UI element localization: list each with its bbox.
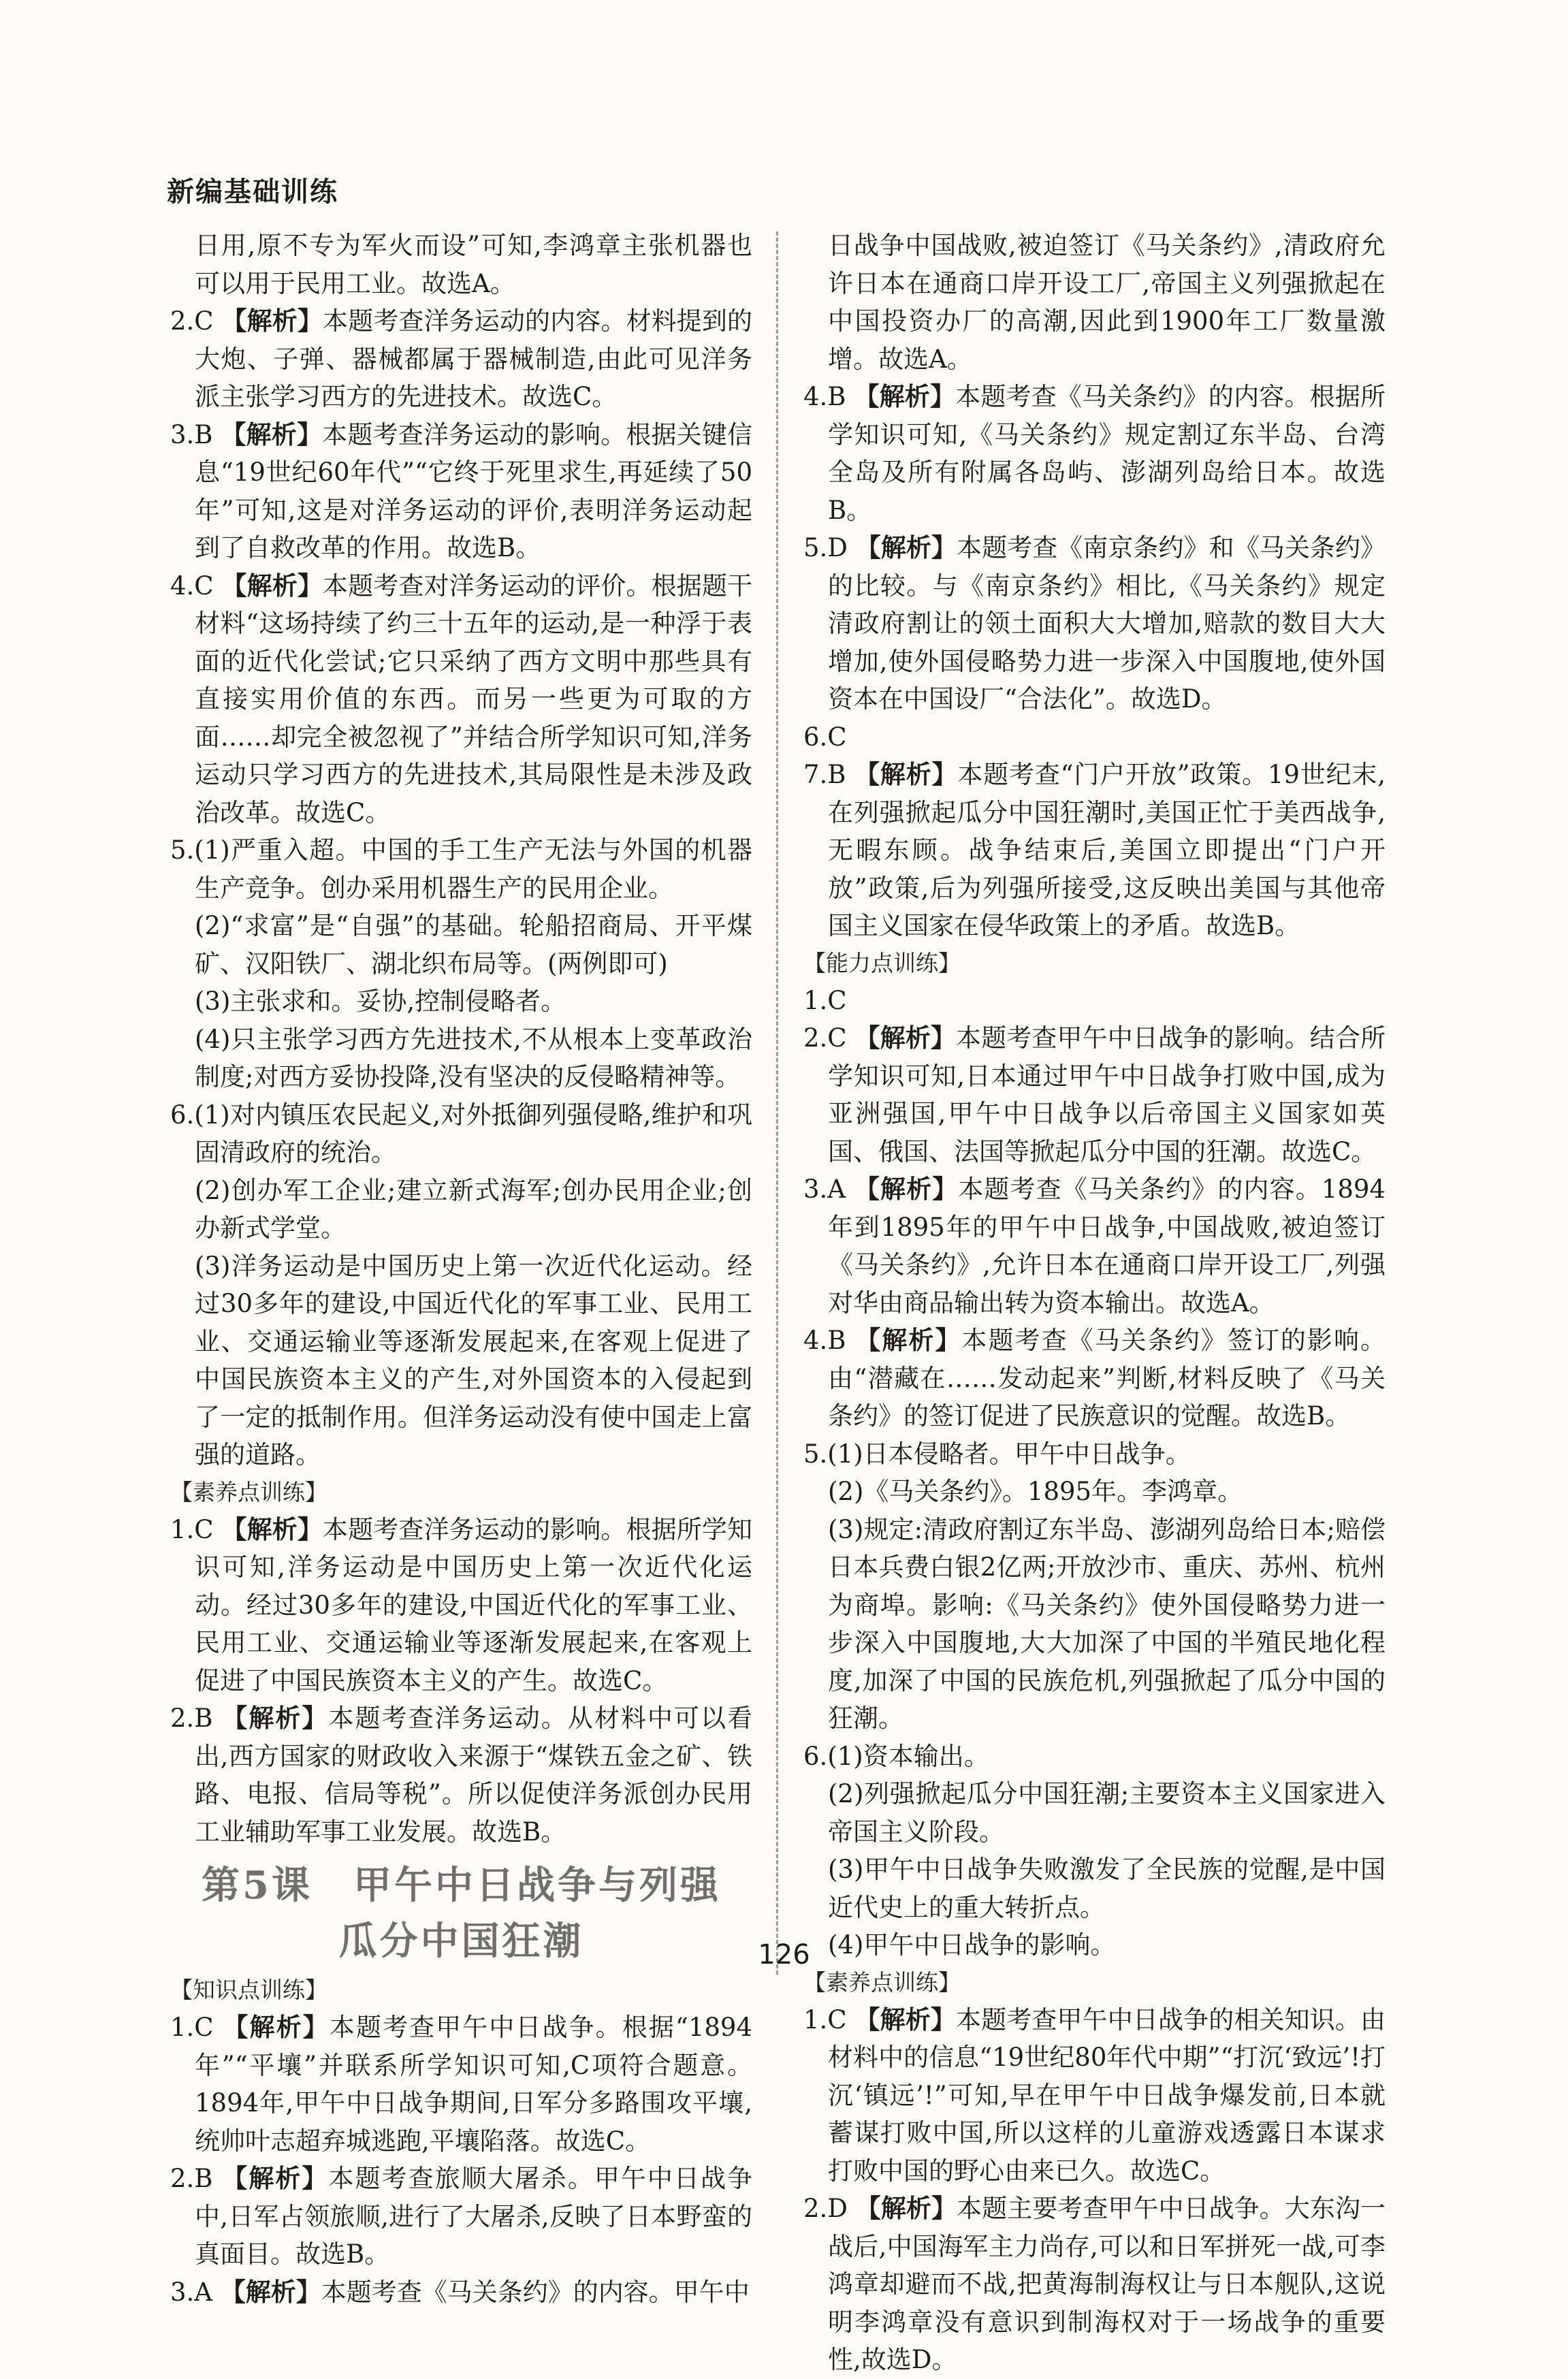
answer-number: 7.B: [803, 760, 855, 789]
answer-item: [803, 529, 1386, 718]
answer-number: 3.A: [170, 2277, 221, 2307]
answer-subitem: (2)创办军工企业;建立新式海军;创办民用企业;创办新式学堂。: [195, 1175, 752, 1243]
left-column: [170, 227, 752, 2311]
analysis-tag: 【解析】: [221, 306, 323, 336]
answer-item: [803, 378, 1386, 529]
analysis-tag: 【解析】: [855, 532, 957, 562]
answer-subitem: (4)只主张学习西方先进技术,不从根本上变革政治制度;对西方妥协投降,没有坚决的反侵略精神等。: [195, 1024, 752, 1091]
answer-number: 2.D: [803, 2194, 856, 2223]
answer-text: 本题考查《马关条约》的内容。根据所学知识可知,《马关条约》规定割辽东半岛、台湾全岛及所有附属各岛屿、澎湖列岛给日本。故选B。: [828, 382, 1386, 525]
answer-subitem: (2)《马关条约》。1895年。李鸿章。: [828, 1477, 1243, 1506]
section-heading: 【素养点训练】: [803, 1968, 961, 1996]
answer-number: 2.B: [170, 2164, 223, 2193]
page-number: 126: [758, 1939, 810, 1970]
answer-subitem: (3)甲午中日战争失败激发了全民族的觉醒,是中国近代史上的重大转折点。: [828, 1855, 1386, 1922]
answer-item: [170, 2160, 752, 2273]
answer-subitem: (3)洋务运动是中国历史上第一次近代化运动。经过30多年的建设,中国近代化的军事工业、民用工业、交通运输业等逐渐发展起来,在客观上促进了中国民族资本主义的产生,对外国资本的入侵起到了一定的抵制作用。但洋务运动没有使中国走上富强的道路。: [195, 1251, 752, 1469]
answer-text: 本题考查甲午中日战争的影响。结合所学知识可知,日本通过甲午中日战争打败中国,成为亚洲强国,甲午中日战争以后帝国主义国家如英国、俄国、法国等掀起瓜分中国的狂潮。故选C。: [828, 1023, 1386, 1166]
analysis-tag: 【解析】: [220, 2276, 321, 2307]
answer-continuation: 日战争中国战败,被迫签订《马关条约》,清政府允许日本在通商口岸开设工厂,帝国主义列强掀起在中国投资办厂的高潮,因此到1900年工厂数量激增。故选A。: [828, 231, 1386, 374]
answer-text: 本题考查《南京条约》和《马关条约》的比较。与《南京条约》相比,《马关条约》规定清政府割让的领土面积大大增加,赔款的数目大大增加,使外国侵略势力进一步深入中国腹地,使外国资本在中国设厂“合法化”。故选D。: [828, 533, 1386, 714]
answer-item: [803, 1322, 1386, 1435]
answer-item: [803, 2190, 1386, 2379]
answer-number: 1.C: [170, 2013, 223, 2042]
answer-item: 6.(1)资本输出。: [803, 1741, 989, 1771]
answer-subitem: (2)列强掀起瓜分中国狂潮;主要资本主义国家进入帝国主义阶段。: [828, 1779, 1386, 1847]
answer-text: 本题考查旅顺大屠杀。甲午中日战争中,日军占领旅顺,进行了大屠杀,反映了日本野蛮的真面目。故选B。: [195, 2164, 753, 2269]
analysis-tag: 【解析】: [854, 759, 958, 789]
answer-subitem: (3)主张求和。妥协,控制侵略者。: [195, 987, 566, 1016]
answer-number: 1.C: [170, 1514, 222, 1544]
answer-text: 本题考查洋务运动的内容。材料提到的大炮、子弹、器械都属于器械制造,由此可见洋务派主张学习西方的先进技术。故选C。: [195, 306, 752, 411]
right-column: [803, 227, 1386, 2379]
answer-item: [170, 567, 752, 832]
answer-text: 本题主要考查甲午中日战争。大东沟一战后,中国海军主力尚存,可以和日军拼死一战,可李鸿章却避而不战,把黄海制海权让与日本舰队,这说明李鸿章没有意识到制海权对于一场战争的重要性,故选D。: [828, 2194, 1386, 2374]
answer-text: 本题考查《马关条约》签订的影响。由“潜藏在……发动起来”判断,材料反映了《马关条约》的签订促进了民族意识的觉醒。故选B。: [828, 1326, 1386, 1431]
answer-item: [170, 1511, 752, 1700]
analysis-tag: 【解析】: [855, 1325, 962, 1355]
analysis-tag: 【解析】: [222, 2163, 329, 2193]
answer-number: 3.B: [170, 419, 221, 449]
answer-text: 本题考查洋务运动的影响。根据所学知识可知,洋务运动是中国历史上第一次近代化运动。经过30多年的建设,中国近代化的军事工业、民用工业、交通运输业等逐渐发展起来,在客观上促进了中国民族资本主义的产生。故选C。: [195, 1514, 752, 1695]
answer-number: 3.A: [803, 1175, 854, 1204]
analysis-tag: 【解析】: [223, 2012, 330, 2042]
analysis-tag: 【解析】: [854, 381, 956, 411]
answer-item: [170, 416, 752, 567]
analysis-tag: 【解析】: [854, 1023, 956, 1053]
analysis-tag: 【解析】: [222, 1703, 329, 1733]
section-heading: 【能力点训练】: [803, 949, 961, 976]
answer-item: [170, 2009, 752, 2160]
answer-text: 本题考查甲午中日战争的相关知识。由材料中的信息“19世纪80年代中期”“打沉‘致远’!打沉‘镇远’!”可知,早在甲午中日战争爆发前,日本就蓄谋打败中国,所以这样的儿童游戏透露日本谋求打败中国的野心由来已久。故选C。: [828, 2005, 1386, 2186]
answer-text: 本题考查《马关条约》的内容。甲午中: [321, 2277, 750, 2307]
answer-text: 本题考查《马关条约》的内容。1894年到1895年的甲午中日战争,中国战败,被迫签订《马关条约》,允许日本在通商口岸开设工厂,列强对华由商品输出转为资本输出。故选A。: [828, 1175, 1386, 1318]
answer-number: 4.B: [803, 1326, 856, 1355]
column-divider: [776, 231, 778, 1975]
answer-item: 6.C: [803, 722, 847, 752]
answer-item: [803, 2001, 1386, 2190]
section-heading: 【知识点训练】: [170, 1977, 327, 2003]
answer-subitem: (4)甲午中日战争的影响。: [828, 1930, 1116, 1960]
answer-number: 2.C: [803, 1023, 855, 1053]
answer-subitem: (2)“求富”是“自强”的基础。轮船招商局、开平煤矿、汉阳铁厂、湖北织布局等。(两例即可): [195, 911, 752, 978]
answer-number: 4.B: [803, 382, 854, 411]
section-heading: 【素养点训练】: [170, 1478, 327, 1505]
answer-item: [803, 1019, 1386, 1170]
answer-text: 本题考查甲午中日战争。根据“1894年”“平壤”并联系所学知识可知,C项符合题意。1894年,甲午中日战争期间,日军分多路围攻平壤,统帅叶志超弃城逃跑,平壤陷落。故选C。: [195, 2013, 753, 2156]
answer-item: [803, 756, 1386, 945]
answer-number: 4.C: [170, 571, 222, 601]
answer-text: 本题考查“门户开放”政策。19世纪末,在列强掀起瓜分中国狂潮时,美国正忙于美西战争,无暇东顾。战争结束后,美国立即提出“门户开放”政策,后为列强所接受,这反映出美国与其他帝国主义国家在侵华政策上的矛盾。故选B。: [828, 760, 1386, 940]
answer-item: [170, 1699, 752, 1851]
answer-number: 2.B: [170, 1704, 223, 1733]
answer-item: 5.(1)严重入超。中国的手工生产无法与外国的机器生产竞争。创办采用机器生产的民用企业。: [170, 835, 752, 903]
analysis-tag: 【解析】: [221, 1514, 323, 1544]
answer-number: 1.C: [803, 2005, 855, 2034]
answer-item: [803, 1170, 1386, 1322]
analysis-tag: 【解析】: [221, 570, 323, 601]
analysis-tag: 【解析】: [855, 2193, 957, 2223]
analysis-tag: 【解析】: [854, 1174, 959, 1204]
answer-text: 本题考查对洋务运动的评价。根据题干材料“这场持续了约三十五年的运动,是一种浮于表面的近代化尝试;它只采纳了西方文明中那些具有直接实用价值的东西。而另一些更为可取的方面……却完全被忽视了”并结合所学知识可知,洋务运动只学习西方的先进技术,其局限性是未涉及政治改革。故选C。: [195, 571, 752, 827]
answer-item: 5.(1)日本侵略者。甲午中日战争。: [803, 1439, 1191, 1469]
answer-text: 本题考查洋务运动。从材料中可以看出,西方国家的财政收入来源于“煤铁五金之矿、铁路、电报、信局等税”。所以促使洋务派创办民用工业辅助军事工业发展。故选B。: [195, 1704, 753, 1847]
answer-number: 5.D: [803, 533, 856, 562]
answer-number: 2.C: [170, 306, 222, 336]
answer-item: [170, 302, 752, 416]
analysis-tag: 【解析】: [854, 2004, 956, 2034]
answer-item: 1.C: [803, 985, 847, 1015]
analysis-tag: 【解析】: [221, 419, 323, 449]
answer-item: [170, 2273, 752, 2312]
lesson-title-line: 瓜分中国狂潮: [338, 1919, 584, 1964]
answer-continuation: 日用,原不专为军火而设”可知,李鸿章主张机器也可以用于民用工业。故选A。: [195, 231, 752, 298]
answer-item: 6.(1)对内镇压农民起义,对外抵御列强侵略,维护和巩固清政府的统治。: [170, 1100, 752, 1167]
book-header: 新编基础训练: [167, 176, 338, 208]
answer-subitem: (3)规定:清政府割辽东半岛、澎湖列岛给日本;赔偿日本兵费白银2亿两;开放沙市、重庆、苏州、杭州为商埠。影响:《马关条约》使外国侵略势力进一步深入中国腹地,大大加深了中国的半殖民地化程度,加深了中国的民族危机,列强掀起了瓜分中国的狂潮。: [828, 1514, 1386, 1733]
answer-text: 本题考查洋务运动的影响。根据关键信息“19世纪60年代”“它终于死里求生,再延续了50年”可知,这是对洋务运动的评价,表明洋务运动起到了自救改革的作用。故选B。: [195, 419, 753, 562]
lesson-title-line: 第5课 甲午中日战争与列强: [202, 1863, 721, 1908]
